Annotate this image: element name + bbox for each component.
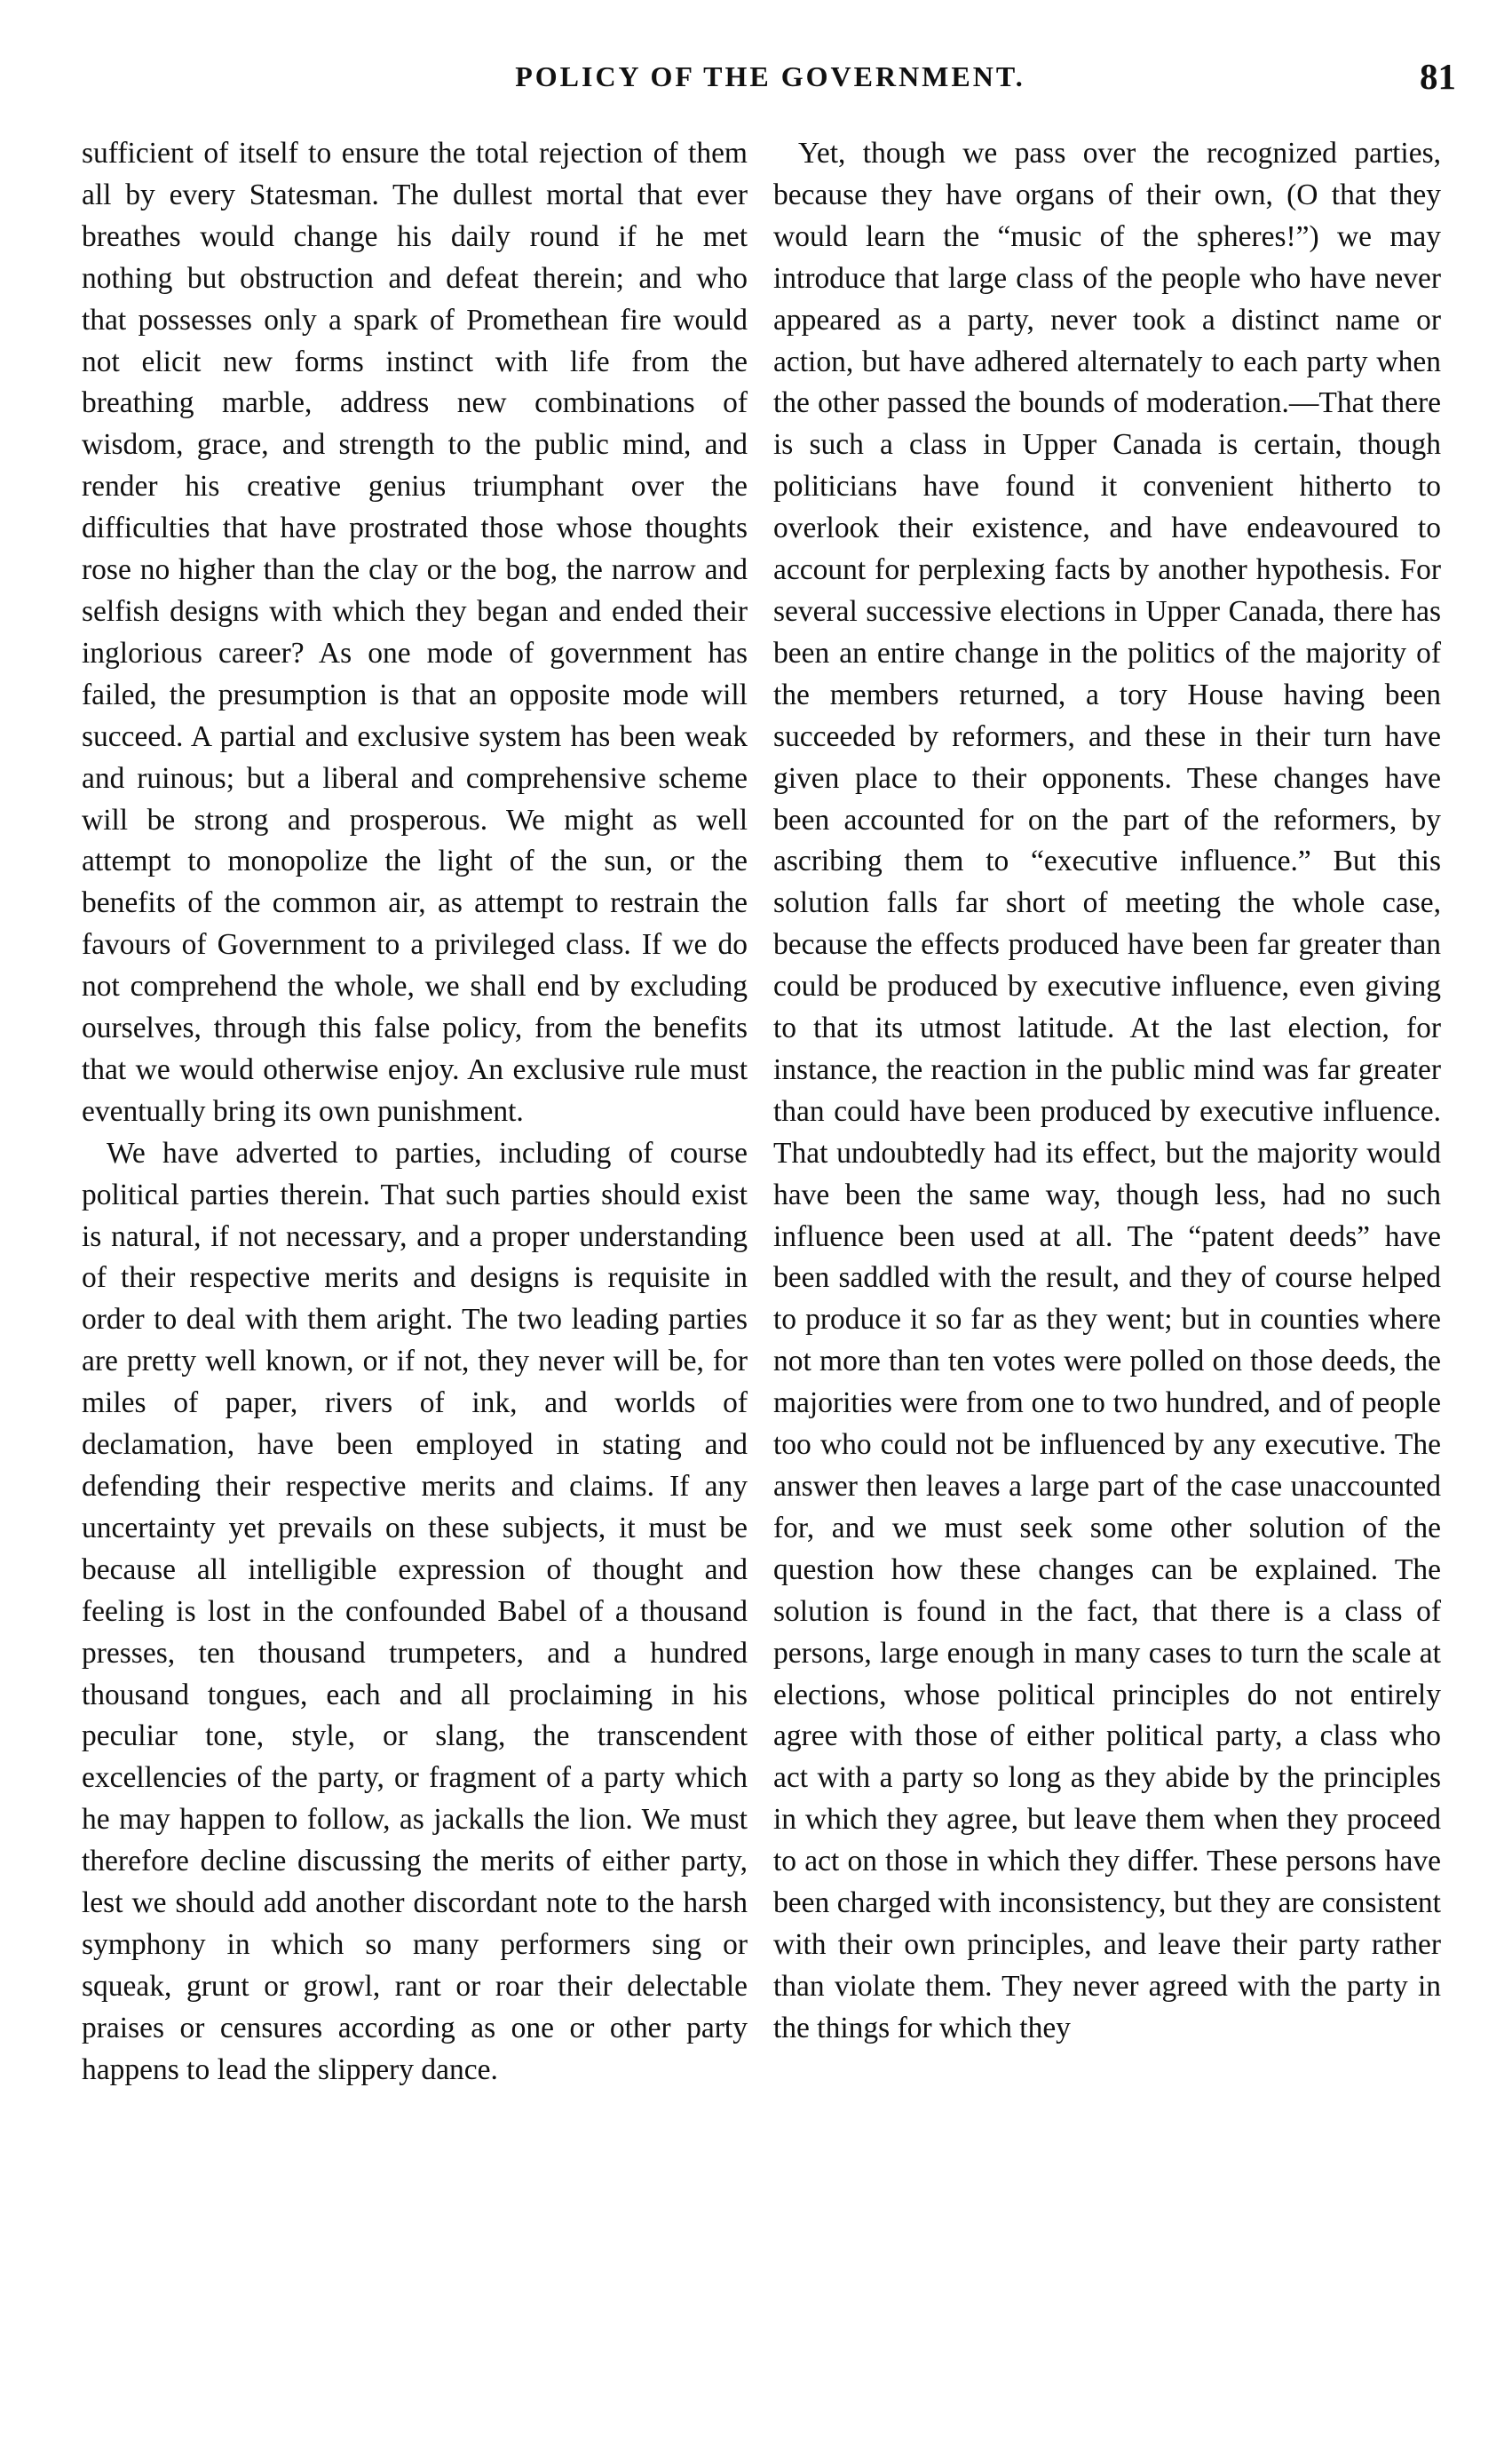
running-header <box>84 55 1456 108</box>
left-paragraph-1: sufficient of itself to ensure the total rejection of them all by every Statesman. The dullest mortal that ever breathes would change his daily round if he met nothing but obstruction and defeat therein; and who that possesses only a spark of Promethean fire would not elicit new forms instinct with life from the breathing marble, address new combinations of wisdom, grace, and strength to the public mind, and render his creative genius triumphant over the difficulties that have prostrated those whose thoughts rose no higher than the clay or the bog, the narrow and selfish designs with which they began and ended their inglorious career? As one mode of government has failed, the presumption is that an opposite mode will succeed. A partial and exclusive system has been weak and ruinous; but a liberal and comprehensive scheme will be strong and prosperous. We might as well attempt to monopolize the light of the sun, or the benefits of the common air, as attempt to restrain the favours of Government to a privileged class. If we do not comprehend the whole, we shall end by excluding ourselves, through this false policy, from the benefits that we would otherwise enjoy. An exclusive rule must eventually bring its own punishment. <box>82 137 748 1128</box>
right-column <box>773 133 1441 2050</box>
right-paragraph-1: Yet, though we pass over the recognized parties, because they have organs of their own, (O that they would learn the “music of the spheres!”) we may introduce that large class of the people who have never appeared as a party, never took a distinct name or action, but have adhered alternately to each party when the other passed the bounds of moderation.—That there is such a class in Upper Canada is certain, though politicians have found it convenient hitherto to overlook their existence, and have endeavoured to account for perplexing facts by another hypothesis. For several successive elections in Upper Canada, there has been an entire change in the politics of the majority of the members returned, a tory House having been succeeded by reformers, and these in their turn have given place to their opponents. These changes have been accounted for on the part of the reformers, by ascribing them to “executive influence.” But this solution falls far short of meeting the whole case, because the effects produced have been far greater than could be produced by executive influence, even giving to that its utmost latitude. At the last election, for instance, the reaction in the public mind was far greater than could have been produced by executive influence. That undoubtedly had its effect, but the majority would have been the same way, though less, had no such influence been used at all. The “patent deeds” have been saddled with the result, and they of course helped to produce it so far as they went; but in counties where not more than ten votes were polled on those deeds, the majorities were from one to two hundred, and of people too who could not be influenced by any executive. The answer then leaves a large part of the case unaccounted for, and we must seek some other solution of the question how these changes can be explained. The solution is found in the fact, that there is a class of persons, large enough in many cases to turn the scale at elections, whose political principles do not entirely agree with those of either political party, a class who act with a party so long as they abide by the principles in which they agree, but leave them when they proceed to act on those in which they differ. These persons have been charged with inconsistency, but they are consistent with their own principles, and leave their party rather than violate them. They never agreed with the party in the things for which they <box>773 137 1441 2044</box>
left-paragraph-2: We have adverted to parties, including of course political parties therein. That such parties should exist is natural, if not necessary, and a proper understanding of their respective merits and designs is requisite in order to deal with them aright. The two leading parties are pretty well known, or if not, they never will be, for miles of paper, rivers of ink, and worlds of declamation, have been employed in stating and defending their respective merits and claims. If any uncertainty yet prevails on these subjects, it must be because all intelligible expression of thought and feeling is lost in the confounded Babel of a thousand presses, ten thousand trumpeters, and a hundred thousand tongues, each and all proclaiming in his peculiar tone, style, or slang, the transcendent excellencies of the party, or fragment of a party which he may happen to follow, as jackalls the lion. We must therefore decline discussing the merits of either party, lest we should add another discordant note to the harsh symphony in which so many performers sing or squeak, grunt or growl, rant or roar their delectable praises or censures according as one or other party happens to lead the slippery dance. <box>82 1136 748 2086</box>
running-title: POLICY OF THE GOVERNMENT. <box>515 60 1025 92</box>
left-column <box>82 133 748 2092</box>
page-number: 81 <box>1420 56 1456 97</box>
